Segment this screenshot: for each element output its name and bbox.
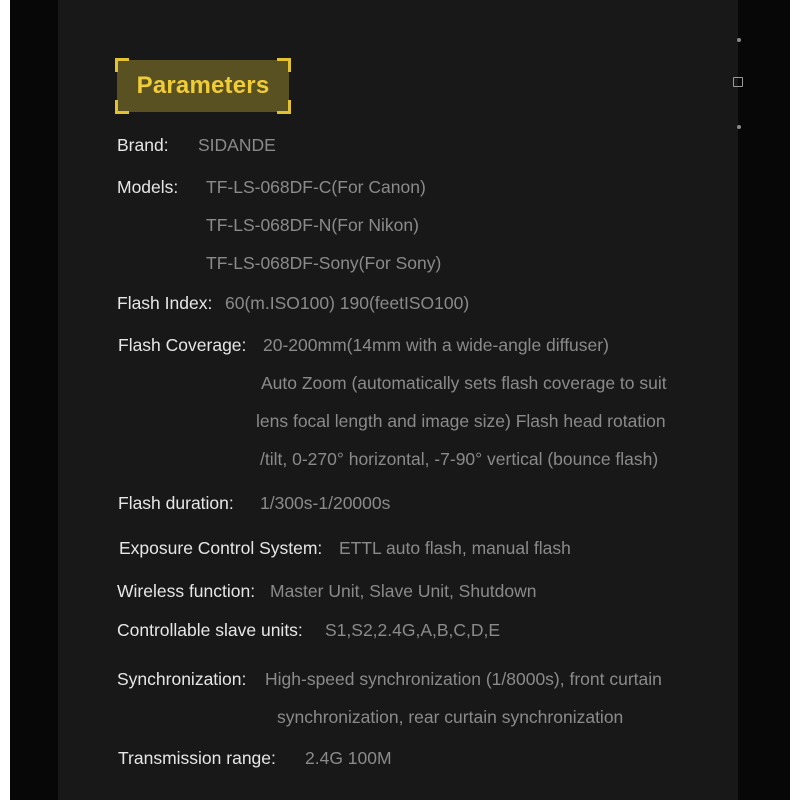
flash-coverage-label: Flash Coverage: [118, 335, 247, 355]
pager-dot-top[interactable] [737, 38, 741, 42]
flash-index-label: Flash Index: [117, 293, 213, 313]
models-value-sony: TF-LS-068DF-Sony(For Sony) [206, 253, 442, 273]
exposure-control-label: Exposure Control System: [119, 538, 323, 558]
models-label: Models: [117, 177, 179, 197]
brand-value: SIDANDE [198, 135, 276, 155]
slave-units-label: Controllable slave units: [117, 620, 303, 640]
wireless-function-label: Wireless function: [117, 581, 256, 601]
pager-dot-bottom[interactable] [737, 125, 741, 129]
flash-coverage-value-3: lens focal length and image size) Flash head rotation [256, 411, 666, 431]
flash-coverage-value-1: 20-200mm(14mm with a wide-angle diffuser) [263, 335, 609, 355]
flash-coverage-value-4: /tilt, 0-270° horizontal, -7-90° vertical (bounce flash) [260, 449, 659, 469]
synchronization-value-2: synchronization, rear curtain synchronization [277, 707, 624, 727]
wireless-function-value: Master Unit, Slave Unit, Shutdown [270, 581, 537, 601]
exposure-control-value: ETTL auto flash, manual flash [339, 538, 571, 558]
transmission-range-label: Transmission range: [118, 748, 276, 768]
models-value-nikon: TF-LS-068DF-N(For Nikon) [206, 215, 419, 235]
flash-coverage-value-2: Auto Zoom (automatically sets flash coverage to suit [261, 373, 667, 393]
transmission-range-value: 2.4G 100M [305, 748, 392, 768]
page-title: Parameters [136, 72, 270, 99]
flash-duration-value: 1/300s-1/20000s [260, 493, 391, 513]
flash-index-value: 60(m.ISO100) 190(feetISO100) [225, 293, 470, 313]
flash-duration-label: Flash duration: [118, 493, 234, 513]
models-value-canon: TF-LS-068DF-C(For Canon) [206, 177, 426, 197]
brand-label: Brand: [117, 135, 169, 155]
synchronization-label: Synchronization: [117, 669, 247, 689]
synchronization-value-1: High-speed synchronization (1/8000s), front curtain [265, 669, 662, 689]
parameters-title-box [117, 60, 289, 112]
slave-units-value: S1,S2,2.4G,A,B,C,D,E [325, 620, 501, 640]
pager-current-indicator[interactable] [733, 77, 743, 87]
